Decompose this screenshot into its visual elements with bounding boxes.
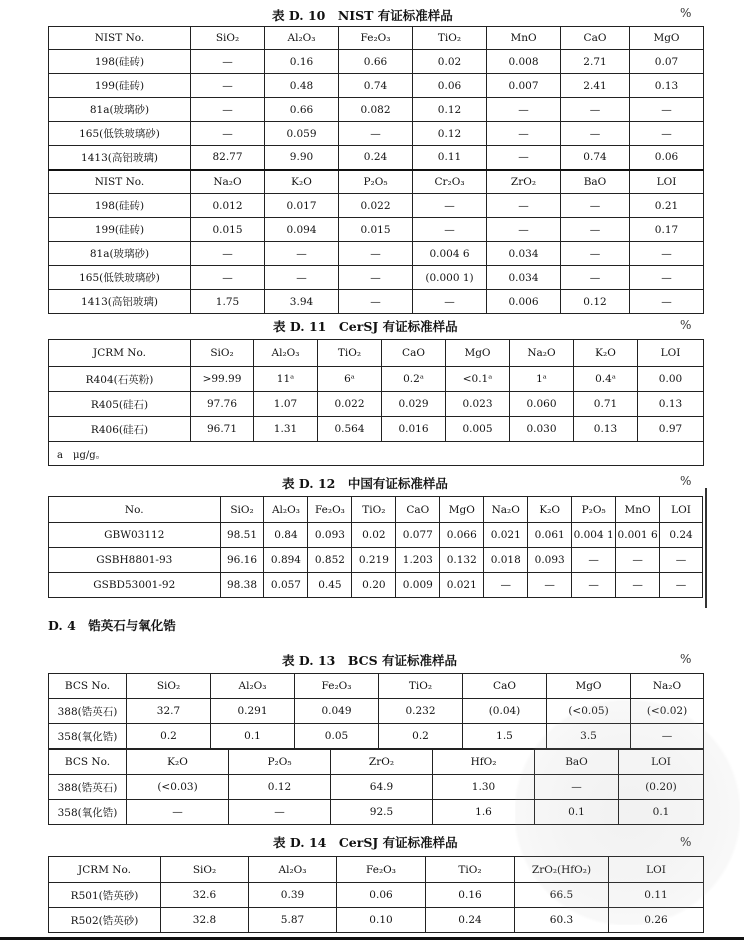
table-cell: — bbox=[630, 98, 704, 122]
table-cell: — bbox=[561, 266, 630, 290]
table-cell: — bbox=[572, 548, 616, 573]
table-cell: — bbox=[127, 800, 229, 825]
table-cell: 0.26 bbox=[609, 908, 704, 933]
table-cell: 0.018 bbox=[484, 548, 528, 573]
table-cell: 0.66 bbox=[265, 98, 339, 122]
table-cell: (<0.02) bbox=[631, 699, 704, 724]
table-row bbox=[49, 98, 704, 122]
table-row bbox=[49, 548, 703, 573]
table-cell: 0.24 bbox=[660, 523, 703, 548]
table-cell: — bbox=[487, 98, 561, 122]
table-cell: 0.24 bbox=[339, 146, 413, 170]
table-cell: 0.023 bbox=[446, 392, 510, 417]
header-cell: Na₂O bbox=[191, 170, 265, 194]
table-cell: 1ᵃ bbox=[510, 367, 574, 392]
table-row bbox=[49, 122, 704, 146]
table-cell: — bbox=[191, 98, 265, 122]
table-cell: — bbox=[191, 266, 265, 290]
table-row bbox=[49, 194, 704, 218]
table-cell: — bbox=[484, 573, 528, 598]
header-cell: NIST No. bbox=[49, 170, 191, 194]
table-cell: 358(氧化锆) bbox=[49, 800, 127, 825]
table-cell: 0.16 bbox=[426, 883, 515, 908]
table-cell: 0.015 bbox=[339, 218, 413, 242]
table-cell: 0.219 bbox=[352, 548, 396, 573]
table-cell: 0.007 bbox=[487, 74, 561, 98]
header-cell: ZrO₂ bbox=[487, 170, 561, 194]
header-cell: Al₂O₃ bbox=[265, 27, 339, 50]
table-cell: — bbox=[191, 50, 265, 74]
table-cell: — bbox=[630, 242, 704, 266]
table-cell: 6ᵃ bbox=[318, 367, 382, 392]
table-cell: 1.07 bbox=[254, 392, 318, 417]
table-cell: — bbox=[616, 573, 660, 598]
header-cell: P₂O₅ bbox=[572, 497, 616, 523]
table-cell: 0.10 bbox=[337, 908, 426, 933]
table-cell: 0.852 bbox=[308, 548, 352, 573]
table-cell: — bbox=[561, 218, 630, 242]
table-cell: 0.11 bbox=[609, 883, 704, 908]
table-cell: 81a(玻璃砂) bbox=[49, 242, 191, 266]
table-cell: 0.049 bbox=[295, 699, 379, 724]
table-cell: 0.06 bbox=[630, 146, 704, 170]
table-cell: 0.012 bbox=[191, 194, 265, 218]
table-cell: — bbox=[191, 242, 265, 266]
header-cell: CaO bbox=[382, 340, 446, 367]
table-cell: — bbox=[339, 242, 413, 266]
table-cell: 0.2ᵃ bbox=[382, 367, 446, 392]
table-cell: 0.094 bbox=[265, 218, 339, 242]
header-cell: TiO₂ bbox=[318, 340, 382, 367]
table-d13-caption: 表 D. 13 BCS 有证标准样品 bbox=[282, 653, 457, 668]
header-cell: JCRM No. bbox=[49, 340, 191, 367]
table-cell: 0.093 bbox=[308, 523, 352, 548]
table-cell: 66.5 bbox=[515, 883, 609, 908]
table-cell: >99.99 bbox=[191, 367, 254, 392]
header-cell: SiO₂ bbox=[191, 340, 254, 367]
table-cell: 0.24 bbox=[426, 908, 515, 933]
header-cell: SiO₂ bbox=[220, 497, 264, 523]
header-cell: K₂O bbox=[265, 170, 339, 194]
table-cell: — bbox=[631, 724, 704, 749]
table-cell: 0.005 bbox=[446, 417, 510, 442]
table-cell: 0.004 6 bbox=[413, 242, 487, 266]
table-cell: 0.077 bbox=[396, 523, 440, 548]
table-cell: 0.029 bbox=[382, 392, 446, 417]
header-cell: JCRM No. bbox=[49, 857, 161, 883]
table-cell: 0.066 bbox=[440, 523, 484, 548]
header-cell: Na₂O bbox=[484, 497, 528, 523]
table-cell: — bbox=[630, 122, 704, 146]
table-cell: 1.6 bbox=[433, 800, 535, 825]
header-cell: Fe₂O₃ bbox=[308, 497, 352, 523]
table-cell: 0.1 bbox=[619, 800, 704, 825]
table-cell: 0.48 bbox=[265, 74, 339, 98]
table-cell: 165(低铁玻璃砂) bbox=[49, 122, 191, 146]
table-cell: 0.84 bbox=[264, 523, 308, 548]
table-cell: — bbox=[413, 290, 487, 314]
table-cell: 0.66 bbox=[339, 50, 413, 74]
table-cell: 0.1 bbox=[535, 800, 619, 825]
table-cell: 198(硅砖) bbox=[49, 50, 191, 74]
table-footnote-row bbox=[49, 442, 704, 466]
table-cell: 64.9 bbox=[331, 775, 433, 800]
header-cell: CaO bbox=[561, 27, 630, 50]
table-cell: 0.017 bbox=[265, 194, 339, 218]
table-cell: — bbox=[487, 146, 561, 170]
table-cell: 2.41 bbox=[561, 74, 630, 98]
header-cell: K₂O bbox=[528, 497, 572, 523]
table-cell: 1.5 bbox=[463, 724, 547, 749]
table-cell: 0.057 bbox=[264, 573, 308, 598]
header-cell: LOI bbox=[638, 340, 704, 367]
header-cell: LOI bbox=[609, 857, 704, 883]
table-cell: — bbox=[487, 218, 561, 242]
table-d12 bbox=[48, 496, 703, 598]
table-row bbox=[49, 218, 704, 242]
table-cell: 0.02 bbox=[413, 50, 487, 74]
table-cell: GBW03112 bbox=[49, 523, 221, 548]
table-cell: 9.90 bbox=[265, 146, 339, 170]
table-cell: 0.894 bbox=[264, 548, 308, 573]
table-cell: R404(石英粉) bbox=[49, 367, 191, 392]
watermark-stamp bbox=[515, 700, 740, 925]
header-cell: LOI bbox=[630, 170, 704, 194]
header-cell: Al₂O₃ bbox=[249, 857, 337, 883]
header-cell: Fe₂O₃ bbox=[295, 674, 379, 699]
table-cell: 388(锆英石) bbox=[49, 699, 127, 724]
table-cell: 0.06 bbox=[337, 883, 426, 908]
table-cell: 0.12 bbox=[413, 122, 487, 146]
table-cell: (0.04) bbox=[463, 699, 547, 724]
table-cell: 0.008 bbox=[487, 50, 561, 74]
table-cell: 0.21 bbox=[630, 194, 704, 218]
table-cell: 98.38 bbox=[220, 573, 264, 598]
table-cell: <0.1ᵃ bbox=[446, 367, 510, 392]
table-cell: R406(硅石) bbox=[49, 417, 191, 442]
header-cell: TiO₂ bbox=[352, 497, 396, 523]
table-cell: 199(硅砖) bbox=[49, 74, 191, 98]
table-cell: 0.00 bbox=[638, 367, 704, 392]
table-cell: 0.74 bbox=[339, 74, 413, 98]
table-d11-caption: 表 D. 11 CerSJ 有证标准样品 bbox=[273, 319, 458, 334]
table-cell: 0.030 bbox=[510, 417, 574, 442]
table-cell: 2.71 bbox=[561, 50, 630, 74]
table-d14-caption: 表 D. 14 CerSJ 有证标准样品 bbox=[273, 835, 458, 850]
header-cell: BaO bbox=[561, 170, 630, 194]
table-cell: — bbox=[660, 548, 703, 573]
table-cell: 0.034 bbox=[487, 266, 561, 290]
table-header-row bbox=[49, 674, 704, 699]
header-cell: Na₂O bbox=[631, 674, 704, 699]
table-d10-caption: 表 D. 10 NIST 有证标准样品 bbox=[272, 8, 453, 23]
table-cell: 388(锆英石) bbox=[49, 775, 127, 800]
header-cell: Na₂O bbox=[510, 340, 574, 367]
table-cell: (<0.05) bbox=[547, 699, 631, 724]
header-cell: P₂O₅ bbox=[339, 170, 413, 194]
table-cell: — bbox=[528, 573, 572, 598]
table-cell: — bbox=[561, 98, 630, 122]
table-row bbox=[49, 290, 704, 314]
table-cell: 0.022 bbox=[339, 194, 413, 218]
table-cell: 0.2 bbox=[127, 724, 211, 749]
header-cell: MnO bbox=[616, 497, 660, 523]
table-cell: — bbox=[660, 573, 703, 598]
table-cell: 5.87 bbox=[249, 908, 337, 933]
table-cell: 96.16 bbox=[220, 548, 264, 573]
header-cell: ZrO₂ bbox=[331, 750, 433, 775]
table-header-row bbox=[49, 170, 704, 194]
table-cell: 60.3 bbox=[515, 908, 609, 933]
table-cell: 0.16 bbox=[265, 50, 339, 74]
header-cell: MgO bbox=[446, 340, 510, 367]
table-cell: — bbox=[487, 122, 561, 146]
header-cell: P₂O₅ bbox=[229, 750, 331, 775]
table-cell: 1.30 bbox=[433, 775, 535, 800]
table-cell: 32.6 bbox=[161, 883, 249, 908]
table-row bbox=[49, 523, 703, 548]
table-cell: 0.016 bbox=[382, 417, 446, 442]
table-cell: 0.015 bbox=[191, 218, 265, 242]
table-row bbox=[49, 367, 704, 392]
header-cell: SiO₂ bbox=[191, 27, 265, 50]
table-cell: — bbox=[339, 122, 413, 146]
table-cell: 0.12 bbox=[561, 290, 630, 314]
table-cell: 358(氧化锆) bbox=[49, 724, 127, 749]
table-cell: 0.13 bbox=[638, 392, 704, 417]
table-cell: 0.059 bbox=[265, 122, 339, 146]
table-cell: R405(硅石) bbox=[49, 392, 191, 417]
table-row bbox=[49, 392, 704, 417]
table-cell: (<0.03) bbox=[127, 775, 229, 800]
table-row bbox=[49, 146, 704, 170]
table-cell: 82.77 bbox=[191, 146, 265, 170]
page-bottom-rule bbox=[0, 937, 744, 940]
table-cell: 1.75 bbox=[191, 290, 265, 314]
table-cell: 92.5 bbox=[331, 800, 433, 825]
header-cell: BCS No. bbox=[49, 750, 127, 775]
table-cell: 0.97 bbox=[638, 417, 704, 442]
table-cell: 0.17 bbox=[630, 218, 704, 242]
table-cell: 0.022 bbox=[318, 392, 382, 417]
table-cell: 0.05 bbox=[295, 724, 379, 749]
table-header-row bbox=[49, 340, 704, 367]
header-cell: MgO bbox=[440, 497, 484, 523]
table-cell: — bbox=[229, 800, 331, 825]
table-cell: — bbox=[561, 242, 630, 266]
table-d12-unit: % bbox=[680, 474, 692, 488]
table-cell: 0.021 bbox=[440, 573, 484, 598]
margin-rule bbox=[705, 488, 707, 608]
table-cell: — bbox=[572, 573, 616, 598]
table-cell: 198(硅砖) bbox=[49, 194, 191, 218]
table-cell: GSBD53001-92 bbox=[49, 573, 221, 598]
header-cell: Al₂O₃ bbox=[211, 674, 295, 699]
table-cell: 0.564 bbox=[318, 417, 382, 442]
header-cell: NIST No. bbox=[49, 27, 191, 50]
table-cell: 32.7 bbox=[127, 699, 211, 724]
table-row bbox=[49, 74, 704, 98]
table-cell: 1.203 bbox=[396, 548, 440, 573]
table-cell: 0.07 bbox=[630, 50, 704, 74]
table-row bbox=[49, 242, 704, 266]
table-cell: 0.74 bbox=[561, 146, 630, 170]
header-cell: BaO bbox=[535, 750, 619, 775]
table-cell: 0.12 bbox=[413, 98, 487, 122]
table-cell: (0.20) bbox=[619, 775, 704, 800]
table-cell: 0.001 6 bbox=[616, 523, 660, 548]
table-d13-unit: % bbox=[680, 652, 692, 666]
table-cell: 11ᵃ bbox=[254, 367, 318, 392]
table-cell: — bbox=[561, 194, 630, 218]
header-cell: LOI bbox=[660, 497, 703, 523]
table-cell: — bbox=[535, 775, 619, 800]
table-cell: 0.093 bbox=[528, 548, 572, 573]
table-cell: 0.06 bbox=[413, 74, 487, 98]
table-row bbox=[49, 573, 703, 598]
table-d11-unit: % bbox=[680, 318, 692, 332]
table-cell: — bbox=[616, 548, 660, 573]
table-cell: — bbox=[630, 266, 704, 290]
table-cell: 0.291 bbox=[211, 699, 295, 724]
table-cell: (0.000 1) bbox=[413, 266, 487, 290]
table-cell: — bbox=[339, 266, 413, 290]
header-cell: K₂O bbox=[574, 340, 638, 367]
header-cell: K₂O bbox=[127, 750, 229, 775]
table-cell: 0.1 bbox=[211, 724, 295, 749]
table-cell: 0.39 bbox=[249, 883, 337, 908]
header-cell: MgO bbox=[547, 674, 631, 699]
table-cell: 1.31 bbox=[254, 417, 318, 442]
table-cell: — bbox=[265, 266, 339, 290]
table-cell: 0.4ᵃ bbox=[574, 367, 638, 392]
table-cell: 0.02 bbox=[352, 523, 396, 548]
table-cell: 3.94 bbox=[265, 290, 339, 314]
table-cell: 0.132 bbox=[440, 548, 484, 573]
table-header-row bbox=[49, 497, 703, 523]
table-footnote: a μg/g。 bbox=[49, 442, 704, 466]
header-cell: TiO₂ bbox=[379, 674, 463, 699]
table-cell: — bbox=[191, 122, 265, 146]
table-cell: 0.232 bbox=[379, 699, 463, 724]
table-cell: — bbox=[413, 218, 487, 242]
table-cell: 0.021 bbox=[484, 523, 528, 548]
table-row bbox=[49, 50, 704, 74]
table-cell: — bbox=[630, 290, 704, 314]
header-cell: TiO₂ bbox=[426, 857, 515, 883]
header-cell: Fe₂O₃ bbox=[339, 27, 413, 50]
table-cell: 0.13 bbox=[630, 74, 704, 98]
header-cell: HfO₂ bbox=[433, 750, 535, 775]
table-cell: 0.45 bbox=[308, 573, 352, 598]
header-cell: No. bbox=[49, 497, 221, 523]
table-cell: 0.034 bbox=[487, 242, 561, 266]
table-cell: — bbox=[487, 194, 561, 218]
table-cell: 0.082 bbox=[339, 98, 413, 122]
table-d14-unit: % bbox=[680, 835, 692, 849]
header-cell: Cr₂O₃ bbox=[413, 170, 487, 194]
header-cell: Al₂O₃ bbox=[254, 340, 318, 367]
table-row bbox=[49, 266, 704, 290]
table-cell: 0.2 bbox=[379, 724, 463, 749]
table-cell: GSBH8801-93 bbox=[49, 548, 221, 573]
table-d10 bbox=[48, 26, 704, 314]
table-cell: — bbox=[413, 194, 487, 218]
header-cell: BCS No. bbox=[49, 674, 127, 699]
header-cell: Al₂O₃ bbox=[264, 497, 308, 523]
table-cell: 0.13 bbox=[574, 417, 638, 442]
table-cell: 0.12 bbox=[229, 775, 331, 800]
table-cell: 0.11 bbox=[413, 146, 487, 170]
header-cell: Fe₂O₃ bbox=[337, 857, 426, 883]
header-cell: MnO bbox=[487, 27, 561, 50]
table-cell: 0.006 bbox=[487, 290, 561, 314]
table-d10-unit: % bbox=[680, 6, 692, 20]
section-title: D. 4 锆英石与氧化锆 bbox=[48, 618, 176, 633]
table-cell: 199(硅砖) bbox=[49, 218, 191, 242]
table-cell: 165(低铁玻璃砂) bbox=[49, 266, 191, 290]
table-cell: R502(锆英砂) bbox=[49, 908, 161, 933]
table-cell: — bbox=[339, 290, 413, 314]
header-cell: LOI bbox=[619, 750, 704, 775]
table-cell: 81a(玻璃砂) bbox=[49, 98, 191, 122]
table-cell: 0.061 bbox=[528, 523, 572, 548]
table-cell: 1413(高铝玻璃) bbox=[49, 290, 191, 314]
table-cell: 3.5 bbox=[547, 724, 631, 749]
header-cell: ZrO₂(HfO₂) bbox=[515, 857, 609, 883]
header-cell: MgO bbox=[630, 27, 704, 50]
table-cell: 0.060 bbox=[510, 392, 574, 417]
header-cell: SiO₂ bbox=[161, 857, 249, 883]
header-cell: CaO bbox=[396, 497, 440, 523]
table-row bbox=[49, 417, 704, 442]
table-cell: — bbox=[265, 242, 339, 266]
header-cell: CaO bbox=[463, 674, 547, 699]
table-d12-caption: 表 D. 12 中国有证标准样品 bbox=[282, 476, 448, 491]
table-header-row bbox=[49, 27, 704, 50]
table-d11 bbox=[48, 339, 704, 466]
table-cell: 0.71 bbox=[574, 392, 638, 417]
header-cell: SiO₂ bbox=[127, 674, 211, 699]
table-cell: R501(锆英砂) bbox=[49, 883, 161, 908]
header-cell: TiO₂ bbox=[413, 27, 487, 50]
table-cell: 97.76 bbox=[191, 392, 254, 417]
table-cell: 0.20 bbox=[352, 573, 396, 598]
table-cell: 1413(高铝玻璃) bbox=[49, 146, 191, 170]
table-cell: 96.71 bbox=[191, 417, 254, 442]
table-cell: 0.004 1 bbox=[572, 523, 616, 548]
table-cell: — bbox=[191, 74, 265, 98]
table-cell: — bbox=[561, 122, 630, 146]
table-cell: 0.009 bbox=[396, 573, 440, 598]
table-cell: 32.8 bbox=[161, 908, 249, 933]
table-cell: 98.51 bbox=[220, 523, 264, 548]
